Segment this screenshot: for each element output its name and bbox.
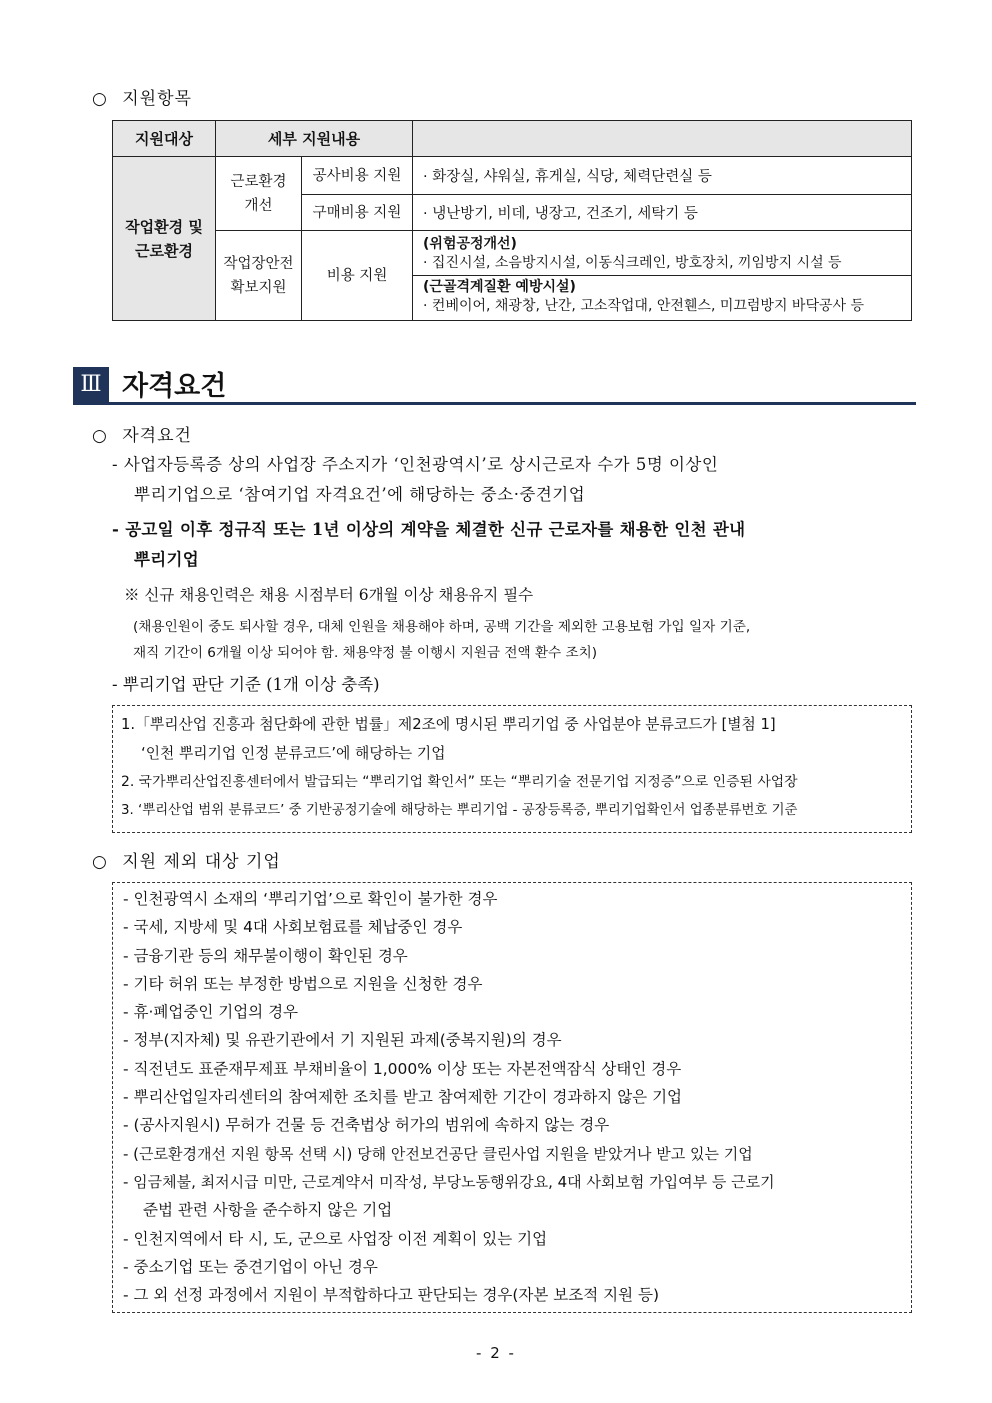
- retention-note-detail-line-2: 재직 기간이 6개월 이상 되어야 함. 채용약정 불 이행시 지원금 전액 환수 조치): [133, 645, 598, 661]
- hazard-process-items: · 집진시설, 소음방지시설, 이동식크레인, 방호장치, 끼임방지 시설 등: [423, 255, 842, 271]
- support-target: 작업환경 및 근로환경: [125, 217, 203, 260]
- exclusion-item-cont: 준법 관련 사항을 준수하지 않은 기업: [143, 1201, 393, 1220]
- section-number-badge: Ⅲ: [73, 367, 109, 403]
- support-section-heading: [92, 84, 192, 109]
- criteria-item-2: 2. 국가뿌리산업진흥센터에서 발급되는 “뿌리기업 확인서” 또는 “뿌리기술 전문기업 지정증”으로 인증된 사업장: [121, 774, 798, 790]
- criteria-title: - 뿌리기업 판단 기준 (1개 이상 충족): [112, 675, 380, 694]
- qualification-item-1: [112, 450, 917, 510]
- exclusion-title: 지원 제외 대상 기업: [122, 852, 281, 872]
- retention-note: ※ 신규 채용인력은 채용 시점부터 6개월 이상 채용유지 필수: [124, 586, 534, 604]
- qualification-item-1-line-2: 뿌리기업으로 ‘참여기업 자격요건’에 해당하는 중소·중견기업: [134, 485, 586, 504]
- exclusion-item: - 금융기관 등의 채무불이행이 확인된 경우: [123, 946, 408, 965]
- qualification-title: 자격요건: [122, 426, 192, 446]
- qualification-item-1-line-1: - 사업자등록증 상의 사업장 주소지가 ‘인천광역시’로 상시근로자 수가 5명 이상인: [112, 455, 719, 474]
- type-construction: 공사비용 지원: [302, 157, 413, 195]
- qualification-item-2: [112, 515, 917, 575]
- criteria-box: [112, 705, 912, 833]
- retention-note-detail-line-1: (채용인원이 중도 퇴사할 경우, 대체 인원을 채용해야 하며, 공백 기간을 제외한 고용보험 가입 일자 기준,: [133, 619, 751, 635]
- support-target-cell: [113, 157, 216, 321]
- exclusion-item: - 임금체불, 최저시급 미만, 근로계약서 미작성, 부당노동행위강요, 4대 사회보험 가입여부 등 근로기: [123, 1172, 775, 1191]
- category-work-env-label: 근로환경 개선: [230, 173, 287, 214]
- circle-bullet: ○: [92, 426, 108, 446]
- exclusion-item: - (근로환경개선 지원 항목 선택 시) 당해 안전보건공단 클린사업 지원을 받았거나 받고 있는 기업: [123, 1144, 753, 1163]
- circle-bullet: ○: [92, 852, 108, 872]
- type-purchase: 구매비용 지원: [302, 195, 413, 231]
- circle-bullet: ○: [92, 89, 108, 109]
- qualification-heading: [92, 421, 192, 446]
- items-purchase: · 냉난방기, 비데, 냉장고, 건조기, 세탁기 등: [413, 195, 912, 231]
- criteria-item-1-cont: ‘인천 뿌리기업 인정 분류코드’에 해당하는 기업: [141, 744, 446, 762]
- exclusion-item: - 국세, 지방세 및 4대 사회보험료를 체납중인 경우: [123, 918, 463, 937]
- exclusion-item: - 중소기업 또는 중견기업이 아닌 경우: [123, 1257, 378, 1276]
- exclusion-item: - (공사지원시) 무허가 건물 등 건축법상 허가의 범위에 속하지 않는 경우: [123, 1116, 610, 1135]
- header-empty: [413, 121, 912, 157]
- msd-prevention-block: [413, 275, 911, 318]
- exclusion-item: - 정부(지자체) 및 유관기관에서 기 지원된 과제(중복지원)의 경우: [123, 1031, 562, 1050]
- exclusion-item: - 인천지역에서 타 시, 도, 군으로 사업장 이전 계획이 있는 기업: [123, 1229, 548, 1248]
- category-work-env: [216, 157, 302, 231]
- hazard-process-block: [413, 233, 911, 275]
- category-safety: [216, 231, 302, 321]
- section-title: 자격요건: [122, 371, 227, 402]
- msd-prevention-heading: (근골격계질환 예방시설): [423, 279, 576, 295]
- qualification-item-2-line-1: - 공고일 이후 정규직 또는 1년 이상의 계약을 체결한 신규 근로자를 채용한 인천 관내: [112, 520, 746, 539]
- criteria-item-1: 1.「뿌리산업 진흥과 첨단화에 관한 법률」제2조에 명시된 뿌리기업 중 사업분야 분류코드가 [별첨 1]: [121, 716, 776, 733]
- qualification-item-2-line-2: 뿌리기업: [134, 550, 199, 569]
- msd-prevention-items: · 컨베이어, 채광창, 난간, 고소작업대, 안전휀스, 미끄럼방지 바닥공사 등: [423, 298, 864, 314]
- criteria-item-3: 3. ‘뿌리산업 범위 분류코드’ 중 기반공정기술에 해당하는 뿌리기업 - 공장등록증, 뿌리기업확인서 업종분류번호 기준: [121, 802, 798, 818]
- page-number: - 2 -: [476, 1344, 516, 1362]
- support-section-title: 지원항목: [122, 89, 192, 109]
- exclusion-box: [112, 882, 912, 1313]
- header-target: 지원대상: [113, 121, 216, 157]
- hazard-process-heading: (위험공정개선): [423, 236, 517, 252]
- support-items-table: [112, 120, 912, 321]
- safety-subitems: [413, 231, 912, 321]
- exclusion-item: - 인천광역시 소재의 ‘뿌리기업’으로 확인이 불가한 경우: [123, 890, 498, 908]
- retention-note-detail: [133, 614, 918, 666]
- items-construction: · 화장실, 샤워실, 휴게실, 식당, 체력단련실 등: [413, 157, 912, 195]
- exclusion-item: - 기타 허위 또는 부정한 방법으로 지원을 신청한 경우: [123, 974, 483, 993]
- category-safety-label: 작업장안전 확보지원: [223, 255, 294, 296]
- exclusion-item: - 뿌리산업일자리센터의 참여제한 조치를 받고 참여제한 기간이 경과하지 않은 기업: [123, 1088, 683, 1107]
- type-cost-support: 비용 지원: [302, 231, 413, 321]
- section-divider: [73, 402, 916, 405]
- exclusion-item: - 휴·폐업중인 기업의 경우: [123, 1003, 299, 1022]
- header-detail: 세부 지원내용: [216, 121, 413, 157]
- exclusion-heading: [92, 847, 281, 872]
- exclusion-item: - 직전년도 표준재무제표 부채비율이 1,000% 이상 또는 자본전액잠식 상태인 경우: [123, 1059, 682, 1078]
- exclusion-item: - 그 외 선정 과정에서 지원이 부적합하다고 판단되는 경우(자본 보조적 지원 등): [123, 1286, 660, 1305]
